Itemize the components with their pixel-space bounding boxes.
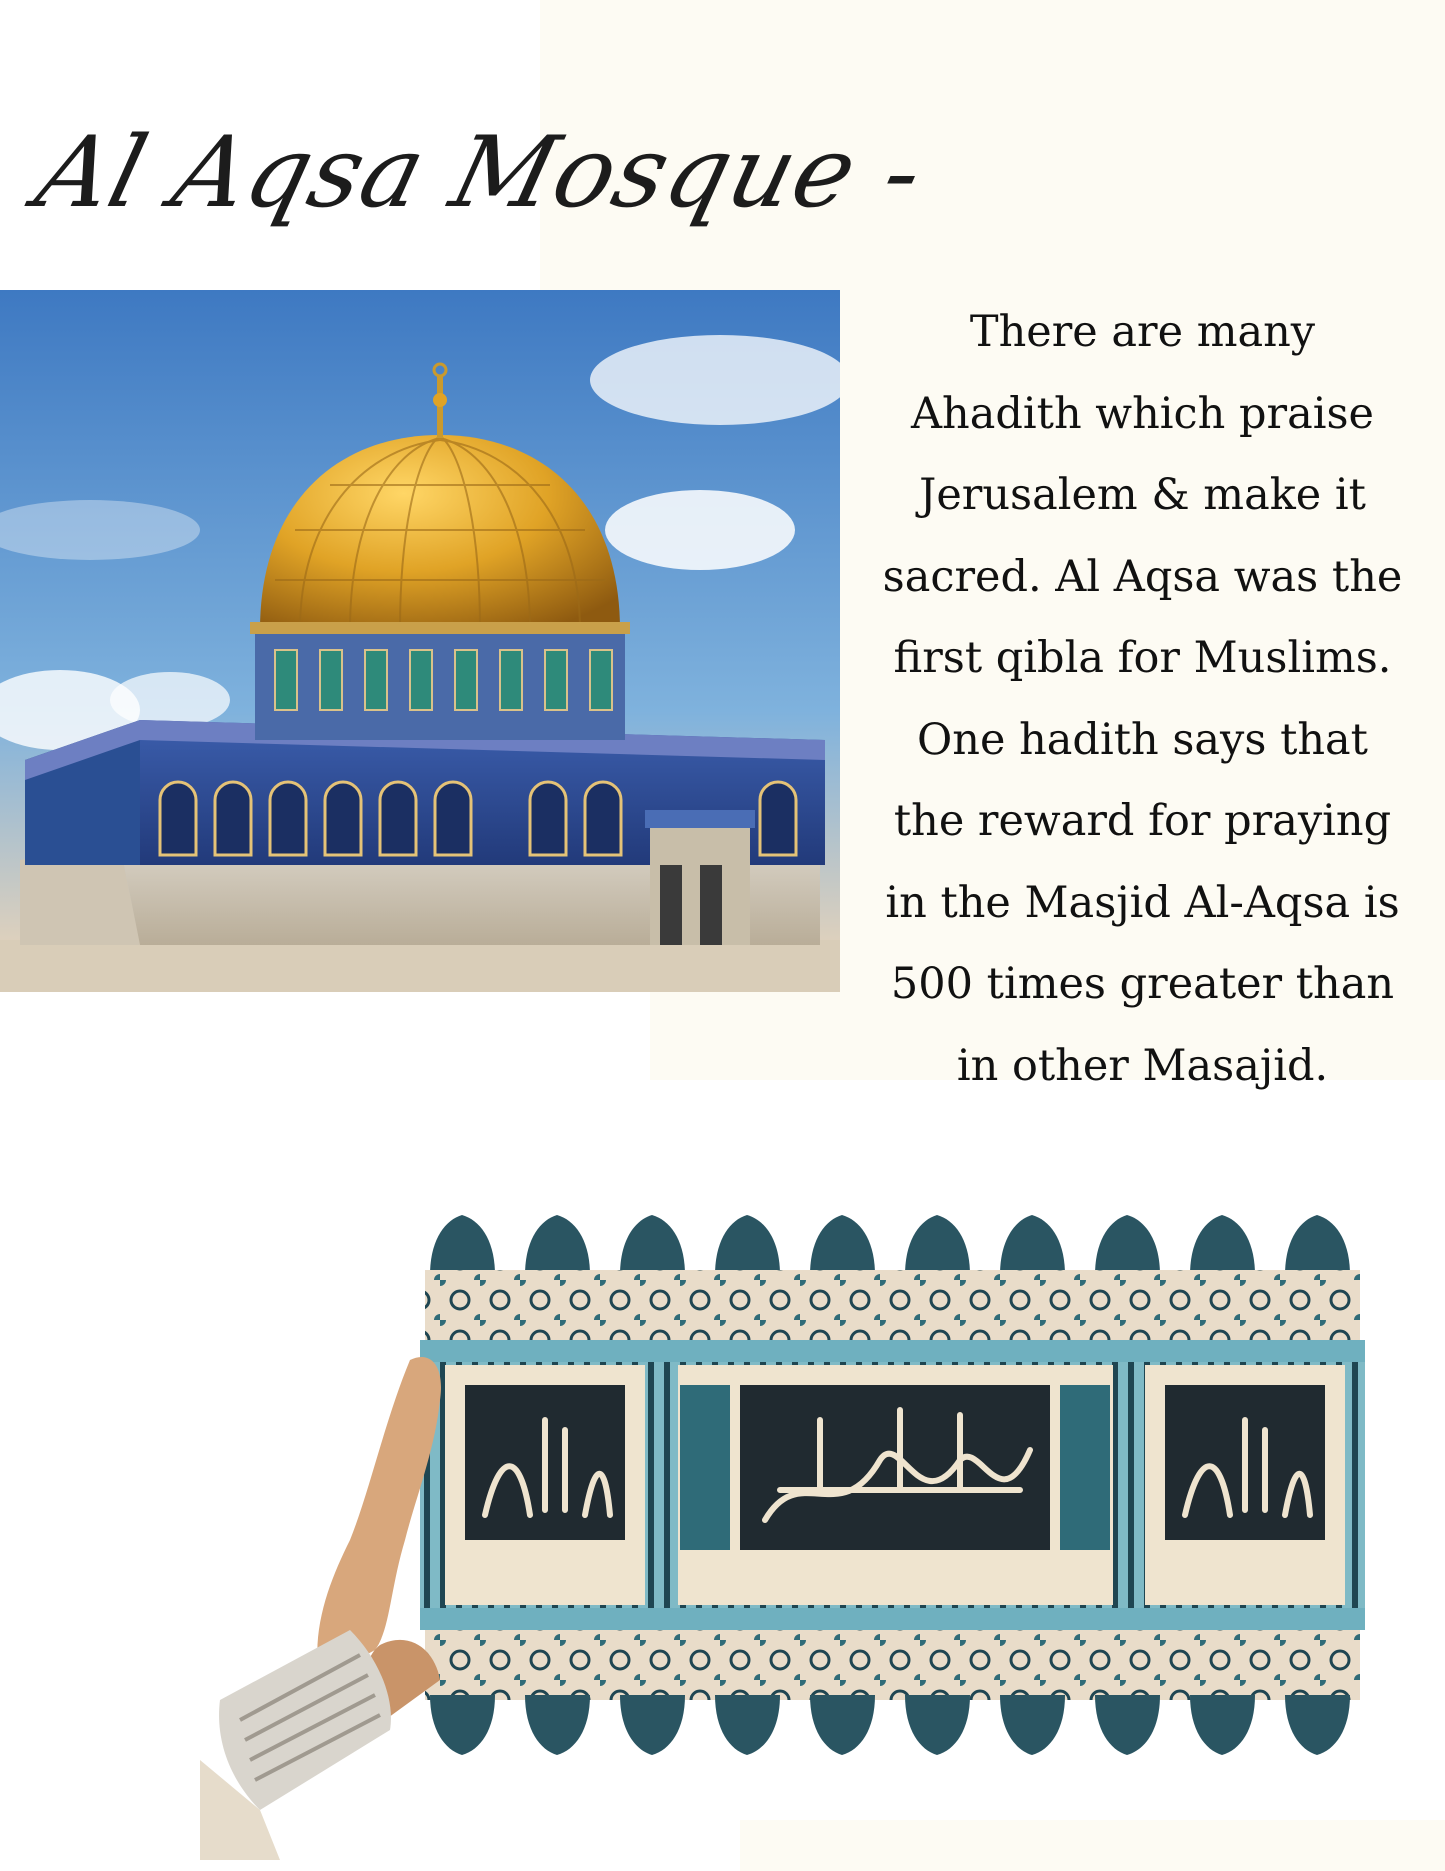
body-line: sacred. Al Aqsa was the: [882, 551, 1403, 602]
body-text: [855, 292, 1430, 1107]
body-line: the reward for praying: [893, 796, 1392, 846]
calligraphy-art-photo: [200, 1160, 1400, 1860]
body-line: in the Masjid Al-Aqsa is: [885, 877, 1400, 928]
mosque-photo: [0, 290, 840, 992]
body-line: Jerusalem & make it: [919, 470, 1366, 520]
page-title: Al Aqsa Mosque -: [25, 116, 935, 230]
body-line: in other Masajid.: [956, 1040, 1329, 1091]
body-line: 500 times greater than: [890, 959, 1395, 1009]
body-line: There are many: [969, 307, 1316, 357]
body-line: first qibla for Muslims.: [893, 633, 1392, 683]
body-line: One hadith says that: [917, 714, 1368, 765]
body-line: Ahadith which praise: [911, 388, 1374, 439]
